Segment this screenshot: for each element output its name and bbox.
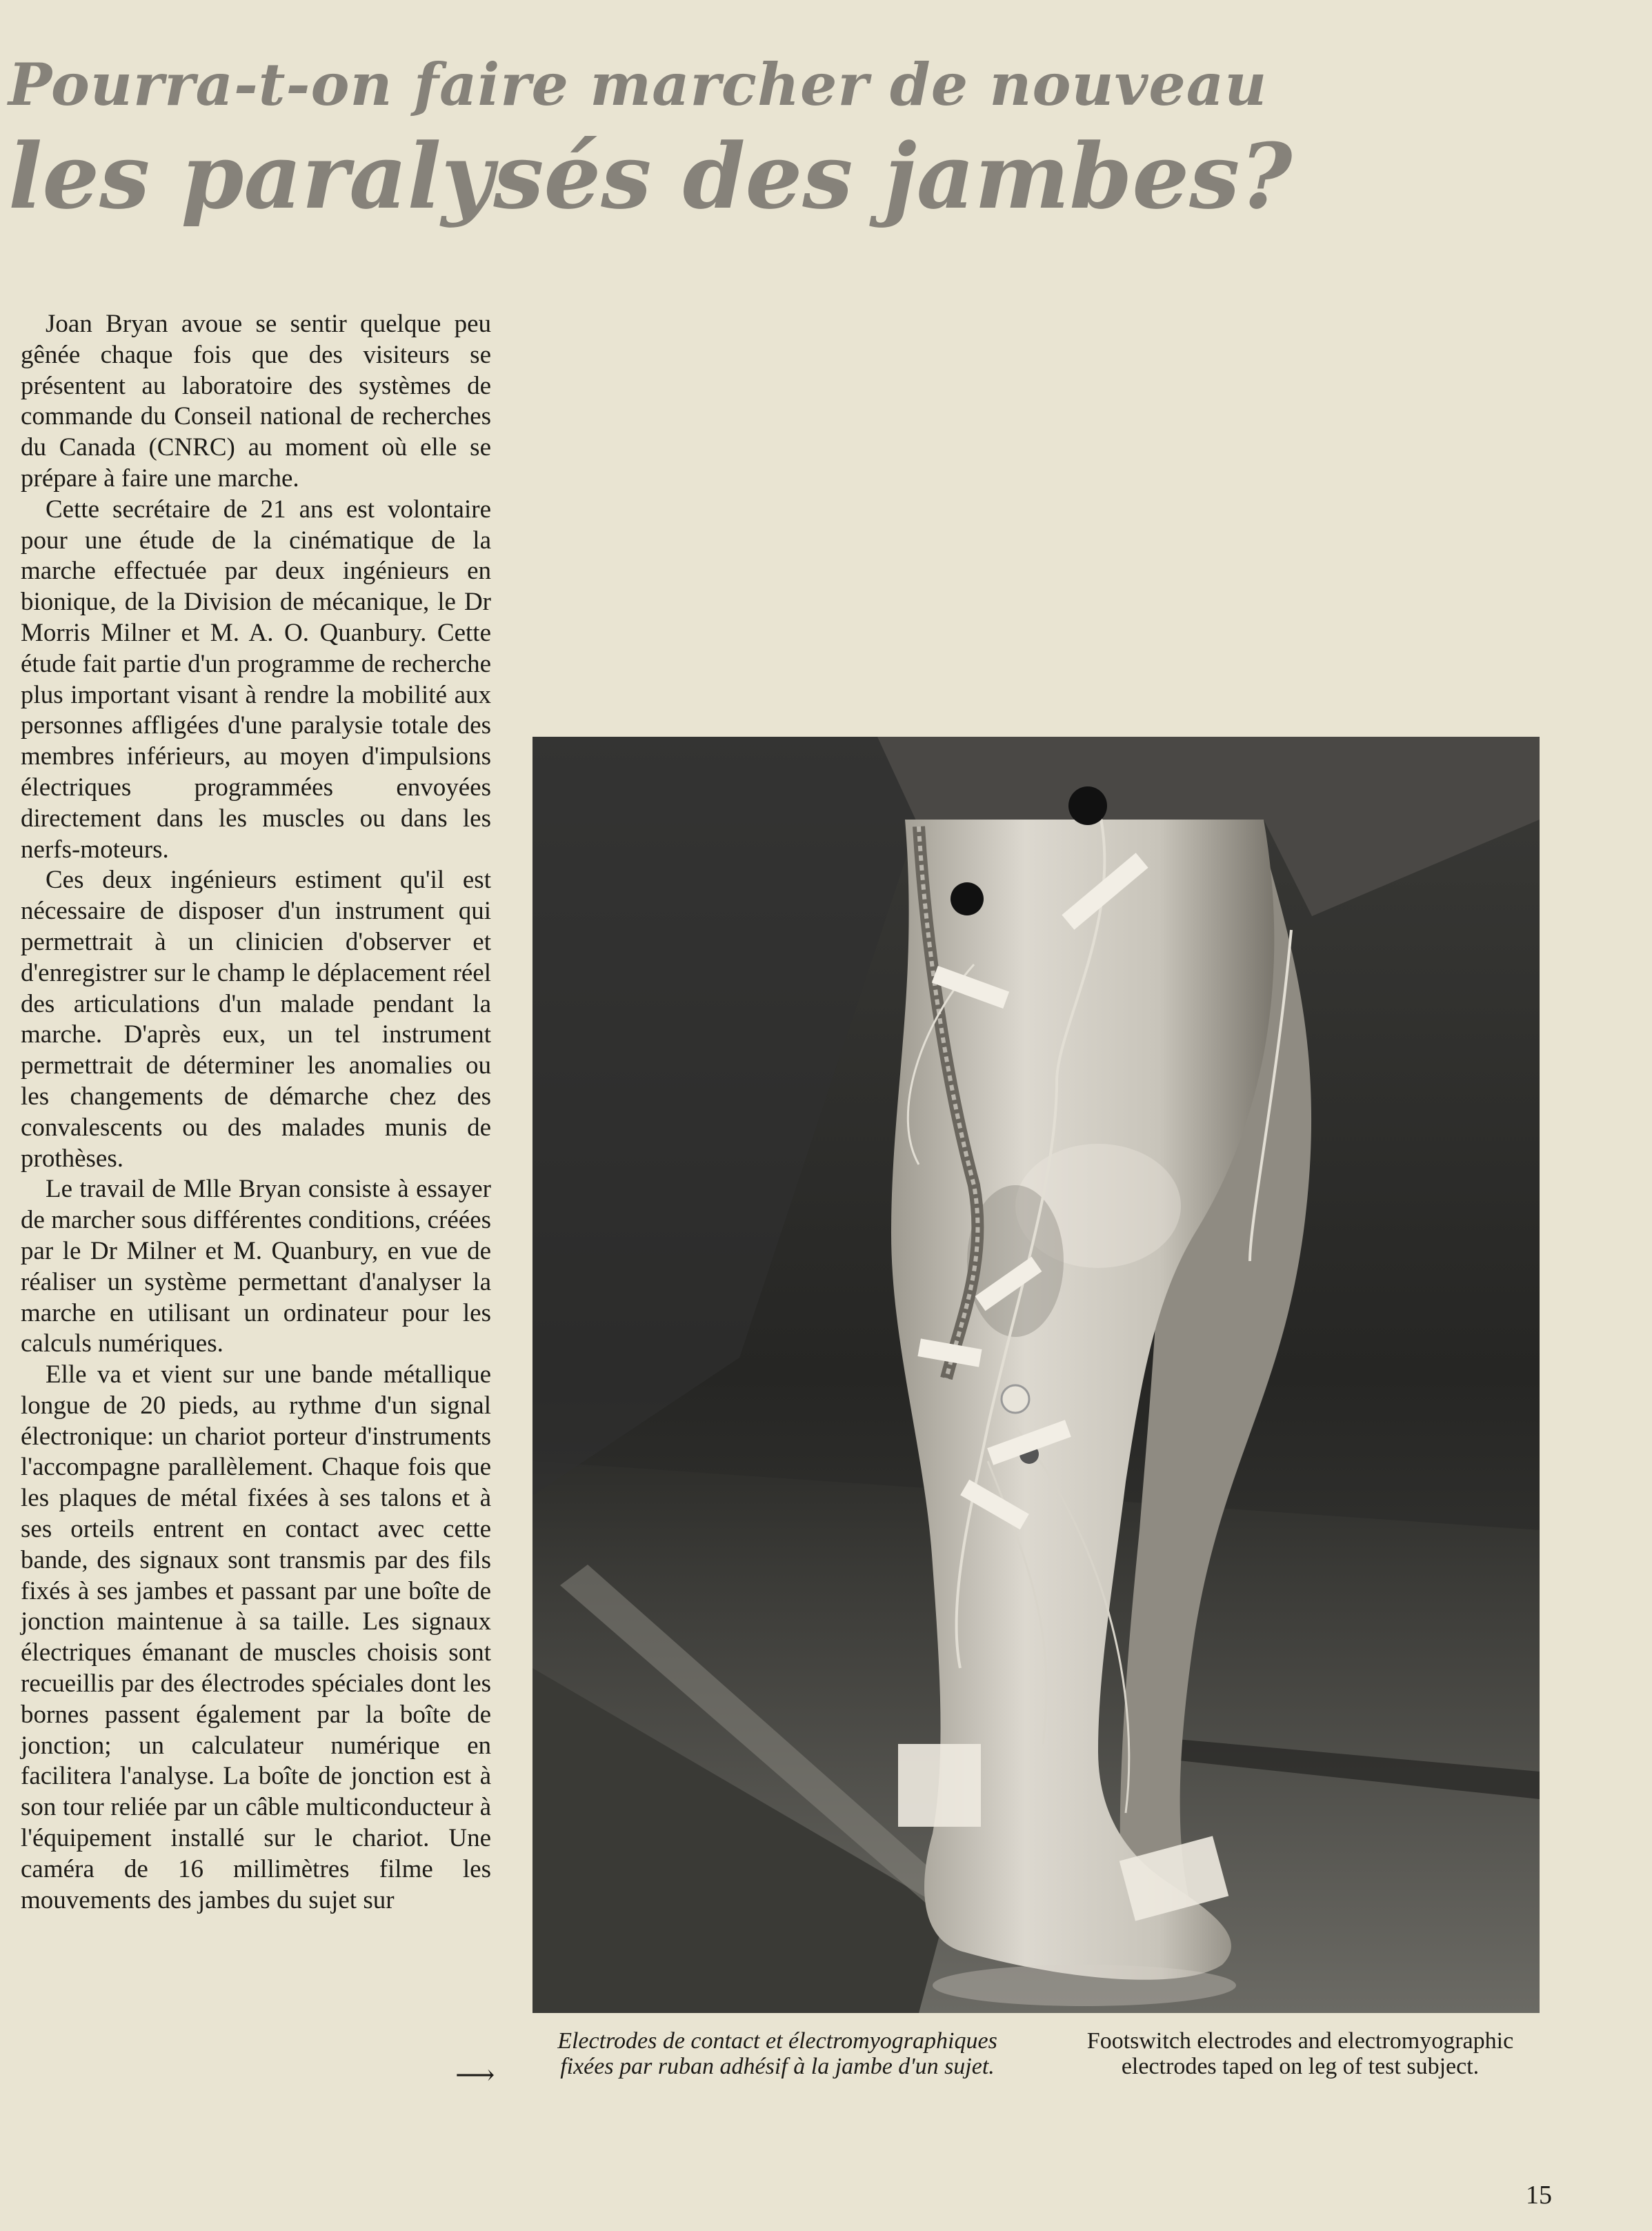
continue-arrow: ⟶ (455, 2059, 495, 2090)
headline-line-1: Pourra-t-on faire marcher de nouveau (8, 50, 1268, 119)
article-paragraph: Elle va et vient sur une bande métallique longue de 20 pieds, au rythme d'un signal électronique: un chariot porteur d'instruments l'accompagne parallèlement. Chaque fois que les plaques de métal fixées à ses talons et à ses orteils entrent en contact avec cette bande, des signaux sont transmis par des fils fixés à ses jambes et passant par une boîte de jonction maintenue à sa taille. Les signaux électriques émanant de muscles choisis sont recueillis par des électrodes spéciales dont les bornes passent également par la boîte de jonction; un calculateur numérique en facilitera l'analyse. La boîte de jonction est à son tour reliée par un câble multiconducteur à l'équipement installé sur le chariot. Une caméra de 16 millimètres filme les mouvements des jambes du sujet sur (21, 1360, 491, 1914)
article-paragraph: Ces deux ingénieurs estiment qu'il est nécessaire de disposer d'un instrument qui permettrait à un clinicien d'observer et d'enregistrer sur le champ le déplacement réel des articulations d'un malade pendant la marche. D'après eux, un tel instrument permettrait de déterminer les anomalies ou les changements de démarche chez des convalescents ou des malades munis de prothèses. (21, 866, 491, 1173)
headline-line-2: les paralysés des jambes? (8, 123, 1293, 229)
article-paragraph: Joan Bryan avoue se sentir quelque peu gênée chaque fois que des visiteurs se présentent au laboratoire des systèmes de commande du Conseil national de recherches du Canada (CNRC) au moment où elle se prépare à faire une marche. (21, 310, 491, 493)
article-paragraph: Cette secrétaire de 21 ans est volontaire pour une étude de la cinématique de la marche effectuée par deux ingénieurs en bionique, de la Division de mécanique, le Dr Morris Milner et M. A. O. Quanbury. Cette étude fait partie d'un programme de recherche plus important visant à rendre la mobilité aux personnes affligées d'une paralysie totale des membres inférieurs, au moyen d'impulsions électriques programmées envoyées directement dans les muscles ou dans les nerfs-moteurs. (21, 495, 491, 864)
caption-french: Electrodes de contact et électromyographiques fixées par ruban adhésif à la jambe d'un sujet. (557, 2028, 997, 2079)
page-number: 15 (1526, 2181, 1552, 2210)
leg-electrodes-photo (533, 737, 1540, 2013)
article-paragraph: Le travail de Mlle Bryan consiste à essayer de marcher sous différentes conditions, créées par le Dr Milner et M. Quanbury, en vue de réaliser un système permettant d'analyser la marche en utilisant un ordinateur pour les calculs numériques. (21, 1175, 491, 1358)
photo-illustration (533, 737, 1540, 2013)
caption-english: Footswitch electrodes and electromyographic electrodes taped on leg of test subject. (1086, 2028, 1514, 2079)
article-body (21, 309, 491, 1916)
